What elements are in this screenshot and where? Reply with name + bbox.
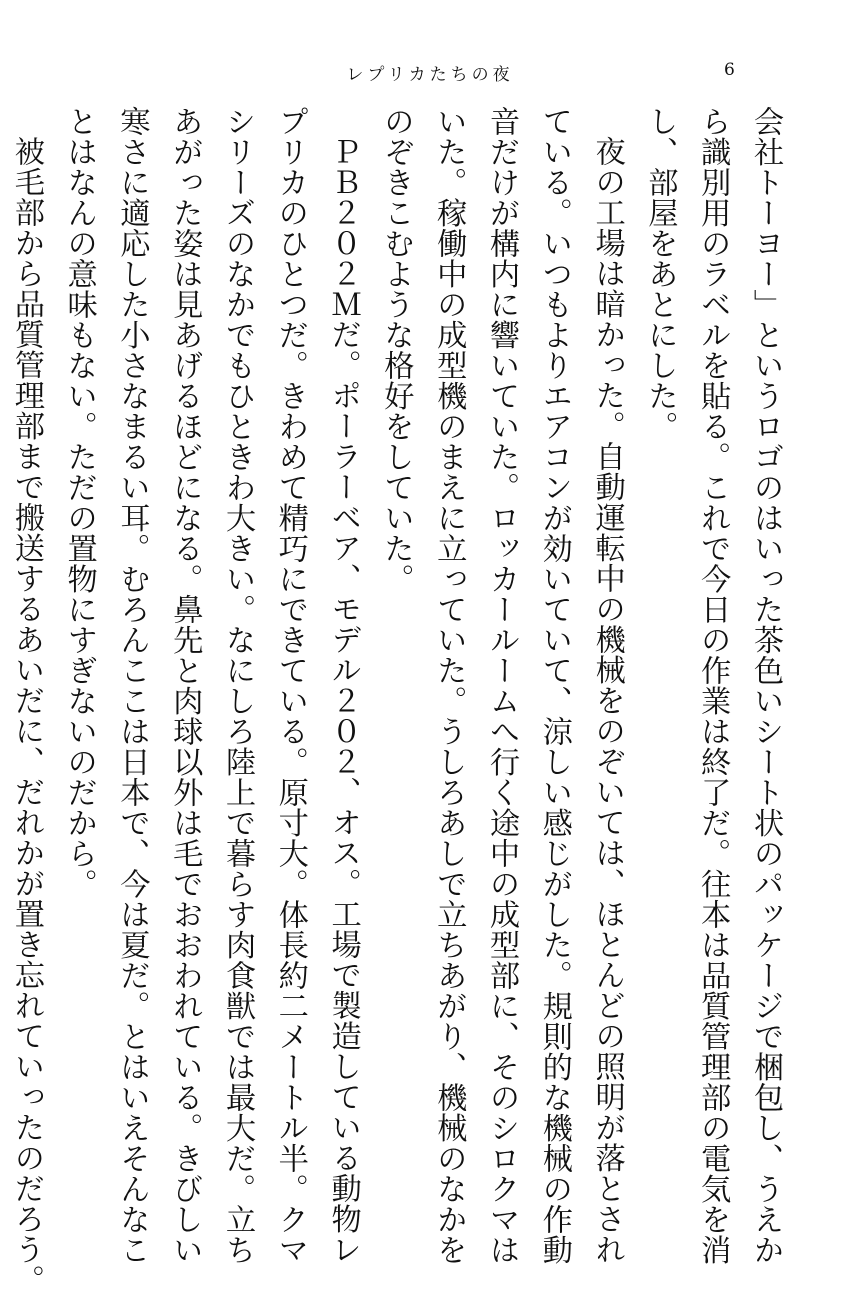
text-line: 会社トーヨー」というロゴのはいった茶色いシート状のパッケージで梱包し、うえか bbox=[748, 106, 783, 1265]
running-title: レプリカたちの夜 bbox=[346, 65, 514, 85]
text-line: 寒さに適応した小さなまるい耳。むろんここは日本で、今は夏だ。とはいえそんなこ bbox=[114, 106, 150, 1265]
text-line: ＰＢ２０２Ｍだ。ポーラーベア、モデル２０２、オス。工場で製造している動物レ bbox=[325, 136, 361, 1265]
text-line: 被毛部から品質管理部まで搬送するあいだに、だれかが置き忘れていったのだろう。 bbox=[8, 136, 44, 1295]
text-line: ている。いつもよりエアコンが効いていて、涼しい感じがした。規則的な機械の作動 bbox=[536, 106, 572, 1265]
text-line: ら識別用のラベルを貼る。これで今日の作業は終了だ。往本は品質管理部の電気を消 bbox=[695, 106, 731, 1265]
text-line: あがった姿は見あげるほどになる。鼻先と肉球以外は毛でおおわれている。きびしい bbox=[167, 106, 203, 1265]
text-line: 夜の工場は暗かった。自動運転中の機械をのぞいては、ほとんどの照明が落とされ bbox=[589, 136, 625, 1265]
text-line: いた。稼働中の成型機のまえに立っていた。うしろあしで立ちあがり、機械のなかを bbox=[431, 106, 467, 1265]
text-line: し、部屋をあとにした。 bbox=[642, 106, 678, 442]
text-line: プリカのひとつだ。きわめて精巧にできている。原寸大。体長約二メートル半。クマ bbox=[272, 106, 308, 1265]
text-line: シリーズのなかでもひときわ大きい。なにしろ陸上で暮らす肉食獣では最大だ。立ち bbox=[220, 106, 256, 1265]
text-line: 音だけが構内に響いていた。ロッカールームへ行く途中の成型部に、そのシロクマは bbox=[484, 106, 520, 1265]
page-number: 6 bbox=[724, 60, 735, 80]
body-text bbox=[8, 106, 791, 1295]
text-line: のぞきこむような格好をしていた。 bbox=[378, 106, 414, 594]
text-line: とはなんの意味もない。ただの置物にすぎないのだから。 bbox=[61, 106, 97, 899]
